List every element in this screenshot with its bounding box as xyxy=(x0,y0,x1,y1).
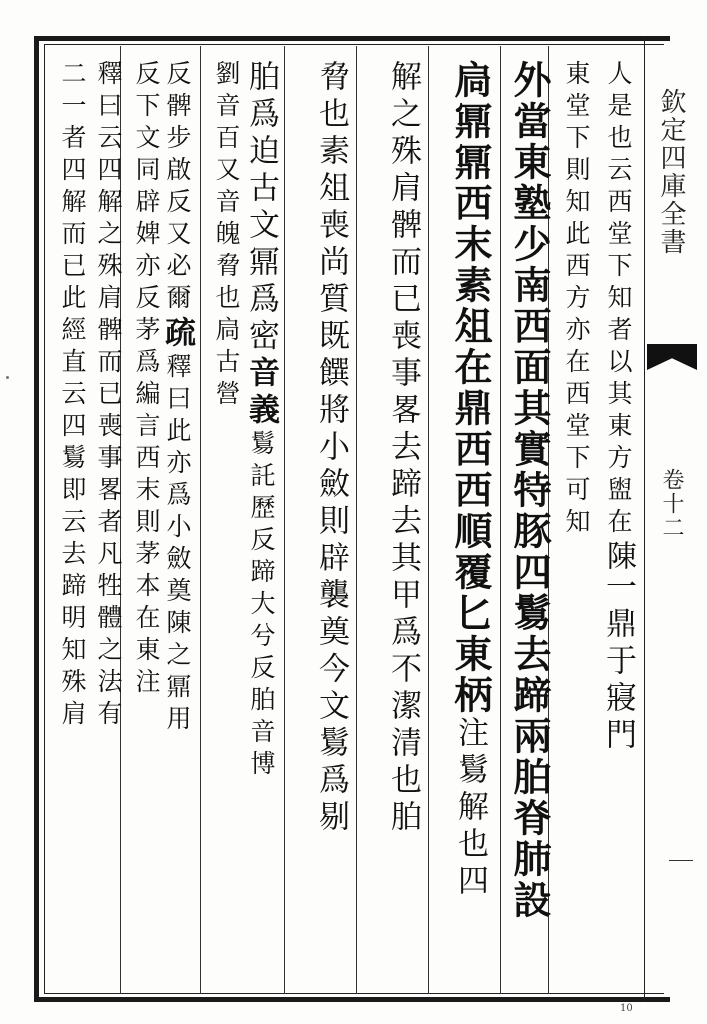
book-title: 欽定四庫全書 xyxy=(656,88,686,256)
main-text: 扃鼏鼏西末素俎在鼎西西順覆匕東柄 xyxy=(448,60,493,716)
text-column xyxy=(50,60,90,990)
annotation-text: 脅也素俎喪尚質既饌將小斂則辟襲奠今文鬄爲剔 xyxy=(313,60,349,837)
main-text: 外當東塾少南西面其實特豚四鬄去蹄兩胉脊肺設 xyxy=(507,60,552,921)
commentary-text: 釋曰云四解之殊肩髀而已喪事畧者凡牲體之法有 xyxy=(94,60,123,732)
main-text: 陳 xyxy=(601,540,636,570)
commentary-text: 釋曰此亦爲小斂奠陳之鼏用 xyxy=(163,353,192,737)
fish-tail-mark xyxy=(647,344,697,370)
main-text: 一鼎于寢門 xyxy=(600,570,636,755)
text-column xyxy=(86,60,126,990)
fore-edge-strip xyxy=(644,38,699,1002)
annotation-text: 解之殊肩髀而已喪事畧去蹄去其甲爲不潔清也胉 xyxy=(385,60,421,837)
commentary-text: 人是也云西堂下知者以其東方盥在 xyxy=(604,60,633,540)
page-mark: 10 xyxy=(620,1003,633,1014)
ink-speck xyxy=(6,376,9,379)
annotation-text: 注鬄解也四 xyxy=(452,716,488,901)
commentary-text: 二一者四解而已此經直云四鬄即云去蹄明知殊肩 xyxy=(58,60,87,732)
text-column xyxy=(434,60,496,990)
strip-rule xyxy=(669,860,693,861)
text-column xyxy=(360,60,424,990)
yinyi-marker: 音義 xyxy=(243,356,279,430)
volume-number: 卷十二 xyxy=(659,468,684,540)
commentary-text: 反下文同辟婢亦反茅爲編言西末則茅本在東注 xyxy=(132,60,161,700)
column-rule xyxy=(284,46,285,994)
commentary-text: 反髀步啟反又必爾 xyxy=(163,60,192,316)
text-column xyxy=(290,60,352,990)
text-column xyxy=(124,60,164,990)
annotation-text: 胉爲迫古文鼏爲密 xyxy=(243,60,279,356)
commentary-text: 劉音百又音魄脅也扃古營 xyxy=(212,60,241,412)
commentary-text: 東堂下則知此西方亦在西堂下可知 xyxy=(562,60,591,540)
shu-marker: 疏 xyxy=(159,316,195,353)
text-column xyxy=(158,60,198,990)
column-rule xyxy=(428,46,429,994)
text-column xyxy=(554,60,594,990)
commentary-text: 鬄託歷反蹄大兮反胉音博 xyxy=(247,430,276,782)
column-rule xyxy=(356,46,357,994)
text-column xyxy=(206,60,244,990)
column-rule xyxy=(200,46,201,994)
text-column xyxy=(505,60,555,990)
column-rule xyxy=(500,46,501,994)
